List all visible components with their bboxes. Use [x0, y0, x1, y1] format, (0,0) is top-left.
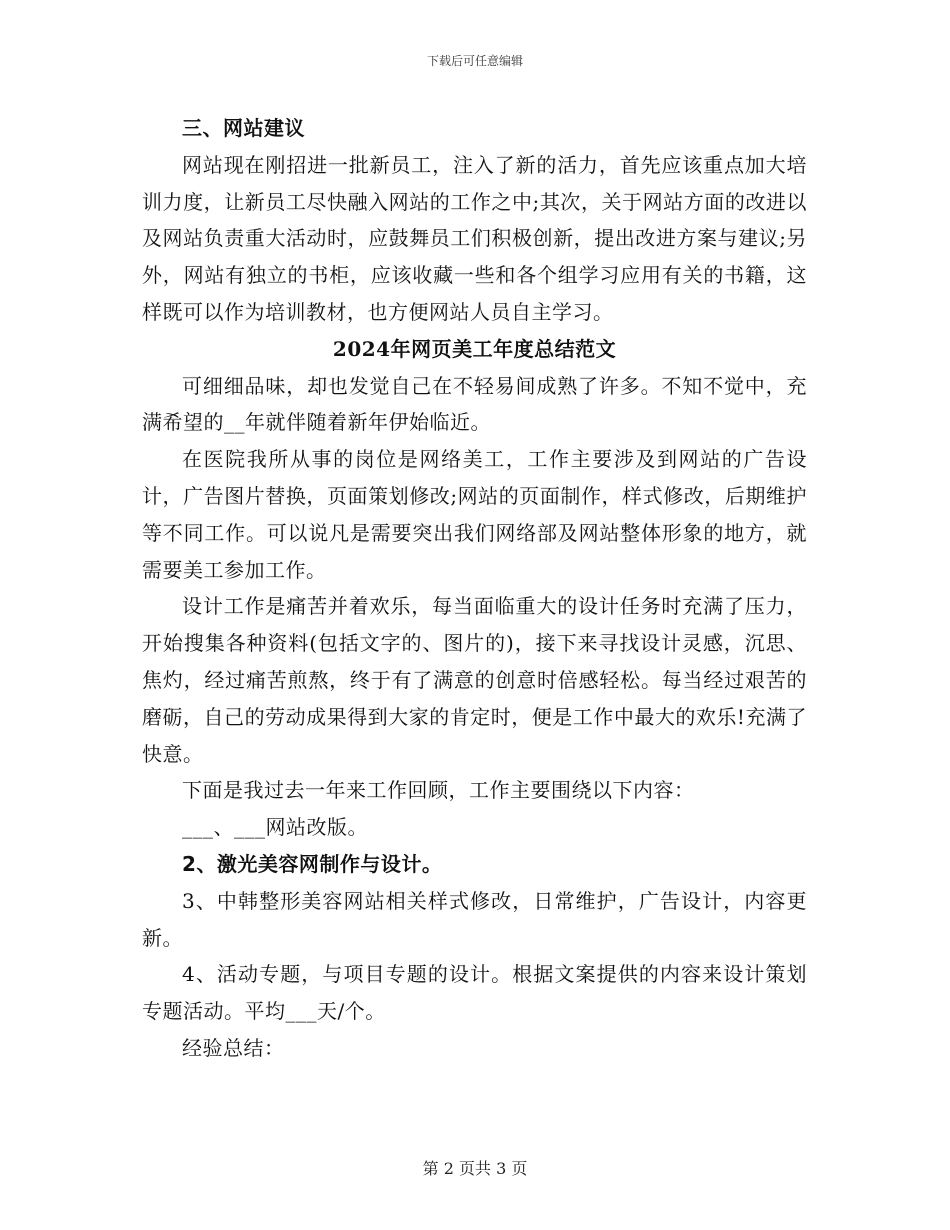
- paragraph: 经验总结：: [182, 1035, 285, 1060]
- list-item: 2、激光美容网制作与设计。: [182, 851, 443, 876]
- paragraph: 下面是我过去一年来工作回顾，工作主要围绕以下内容：: [182, 778, 695, 803]
- header-note: 下载后可任意编辑: [426, 54, 523, 68]
- page-number: 第 2 页共 3 页: [422, 1159, 528, 1178]
- list-item: ___、___网站改版。: [182, 815, 368, 840]
- section-heading: 三、网站建议: [182, 116, 305, 140]
- document-body: [142, 110, 807, 1067]
- list-item: 4、活动专题，与项目专题的设计。根据文案提供的内容来设计策划专题活动。平均___天/个。: [142, 962, 807, 1024]
- paragraph: 设计工作是痛苦并着欢乐，每当面临重大的设计任务时充满了压力，开始搜集各种资料(包括文字的、图片的)，接下来寻找设计灵感，沉思、焦灼，经过痛苦煎熬，终于有了满意的创意时倍感轻松。每当经过艰苦的磨砺，自己的劳动成果得到大家的肯定时，便是工作中最大的欢乐!充满了快意。: [142, 594, 807, 766]
- list-item: 3、中韩整形美容网站相关样式修改，日常维护，广告设计，内容更新。: [142, 888, 807, 950]
- paragraph: 可细细品味，却也发觉自己在不轻易间成熟了许多。不知不觉中，充满希望的__年就伴随着新年伊始临近。: [142, 373, 807, 435]
- paragraph: 网站现在刚招进一批新员工，注入了新的活力，首先应该重点加大培训力度，让新员工尽快融入网站的工作之中;其次，关于网站方面的改进以及网站负责重大活动时，应鼓舞员工们积极创新，提出改进方案与建议;另外，网站有独立的书柜，应该收藏一些和各个组学习应用有关的书籍，这样既可以作为培训教材，也方便网站人员自主学习。: [142, 152, 807, 324]
- document-title: 2024年网页美工年度总结范文: [332, 336, 617, 361]
- paragraph: 在医院我所从事的岗位是网络美工，工作主要涉及到网站的广告设计，广告图片替换，页面策划修改;网站的页面制作，样式修改，后期维护等不同工作。可以说凡是需要突出我们网络部及网站整体形象的地方，就需要美工参加工作。: [142, 447, 807, 582]
